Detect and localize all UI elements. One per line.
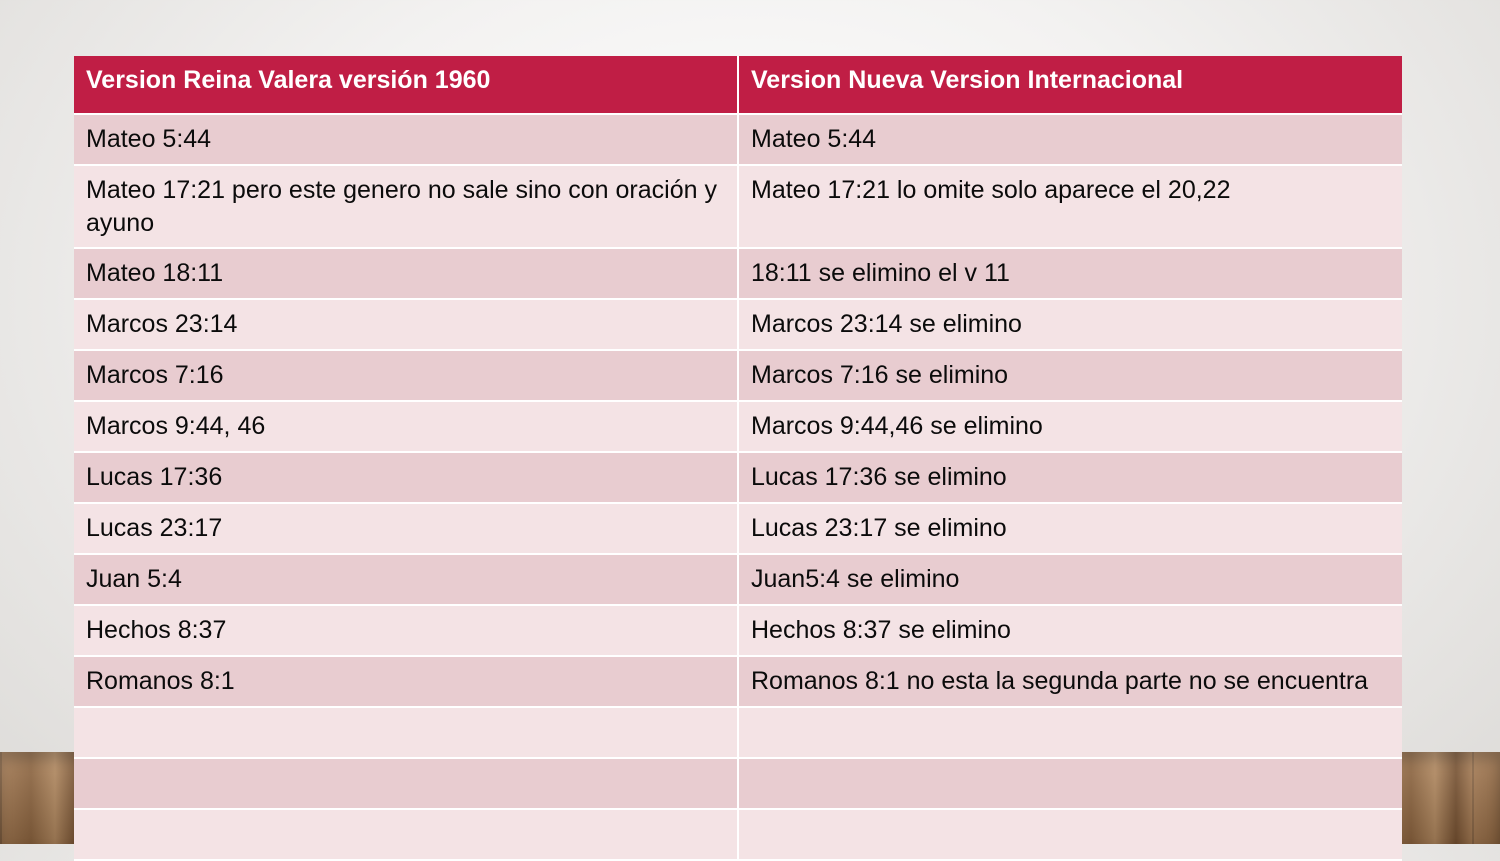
cell-nvi: Mateo 5:44 <box>738 114 1402 165</box>
cell-nvi: Marcos 9:44,46 se elimino <box>738 401 1402 452</box>
cell-reina-valera: Hechos 8:37 <box>74 605 738 656</box>
cell-reina-valera: Lucas 23:17 <box>74 503 738 554</box>
table-row <box>74 114 1402 165</box>
cell-reina-valera: Mateo 17:21 pero este genero no sale sino con oración y ayuno <box>74 165 738 248</box>
comparison-table <box>74 56 1402 861</box>
cell-reina-valera: Juan 5:4 <box>74 554 738 605</box>
empty-cell <box>74 707 738 758</box>
table-row <box>74 299 1402 350</box>
cell-nvi: Marcos 23:14 se elimino <box>738 299 1402 350</box>
cell-reina-valera: Marcos 23:14 <box>74 299 738 350</box>
cell-reina-valera: Romanos 8:1 <box>74 656 738 707</box>
table-row <box>74 452 1402 503</box>
table-row <box>74 401 1402 452</box>
table-row <box>74 656 1402 707</box>
table-row <box>74 165 1402 248</box>
table-row <box>74 605 1402 656</box>
table-row <box>74 350 1402 401</box>
header-reina-valera: Version Reina Valera versión 1960 <box>74 56 738 114</box>
table-row <box>74 554 1402 605</box>
cell-reina-valera: Mateo 5:44 <box>74 114 738 165</box>
cell-nvi: Mateo 17:21 lo omite solo aparece el 20,22 <box>738 165 1402 248</box>
cell-nvi: 18:11 se elimino el v 11 <box>738 248 1402 299</box>
cell-nvi: Romanos 8:1 no esta la segunda parte no se encuentra <box>738 656 1402 707</box>
header-nueva-version-internacional: Version Nueva Version Internacional <box>738 56 1402 114</box>
cell-reina-valera: Mateo 18:11 <box>74 248 738 299</box>
table-row <box>74 503 1402 554</box>
cell-reina-valera: Marcos 9:44, 46 <box>74 401 738 452</box>
empty-table-row <box>74 707 1402 758</box>
cell-nvi: Lucas 23:17 se elimino <box>738 503 1402 554</box>
cell-nvi: Hechos 8:37 se elimino <box>738 605 1402 656</box>
empty-table-row <box>74 758 1402 809</box>
cell-nvi: Juan5:4 se elimino <box>738 554 1402 605</box>
cell-nvi: Lucas 17:36 se elimino <box>738 452 1402 503</box>
empty-table-row <box>74 809 1402 860</box>
empty-cell <box>738 758 1402 809</box>
table-header-row <box>74 56 1402 114</box>
cell-reina-valera: Marcos 7:16 <box>74 350 738 401</box>
cell-nvi: Marcos 7:16 se elimino <box>738 350 1402 401</box>
empty-cell <box>74 758 738 809</box>
empty-cell <box>74 809 738 860</box>
table-row <box>74 248 1402 299</box>
empty-cell <box>738 707 1402 758</box>
empty-cell <box>738 809 1402 860</box>
cell-reina-valera: Lucas 17:36 <box>74 452 738 503</box>
